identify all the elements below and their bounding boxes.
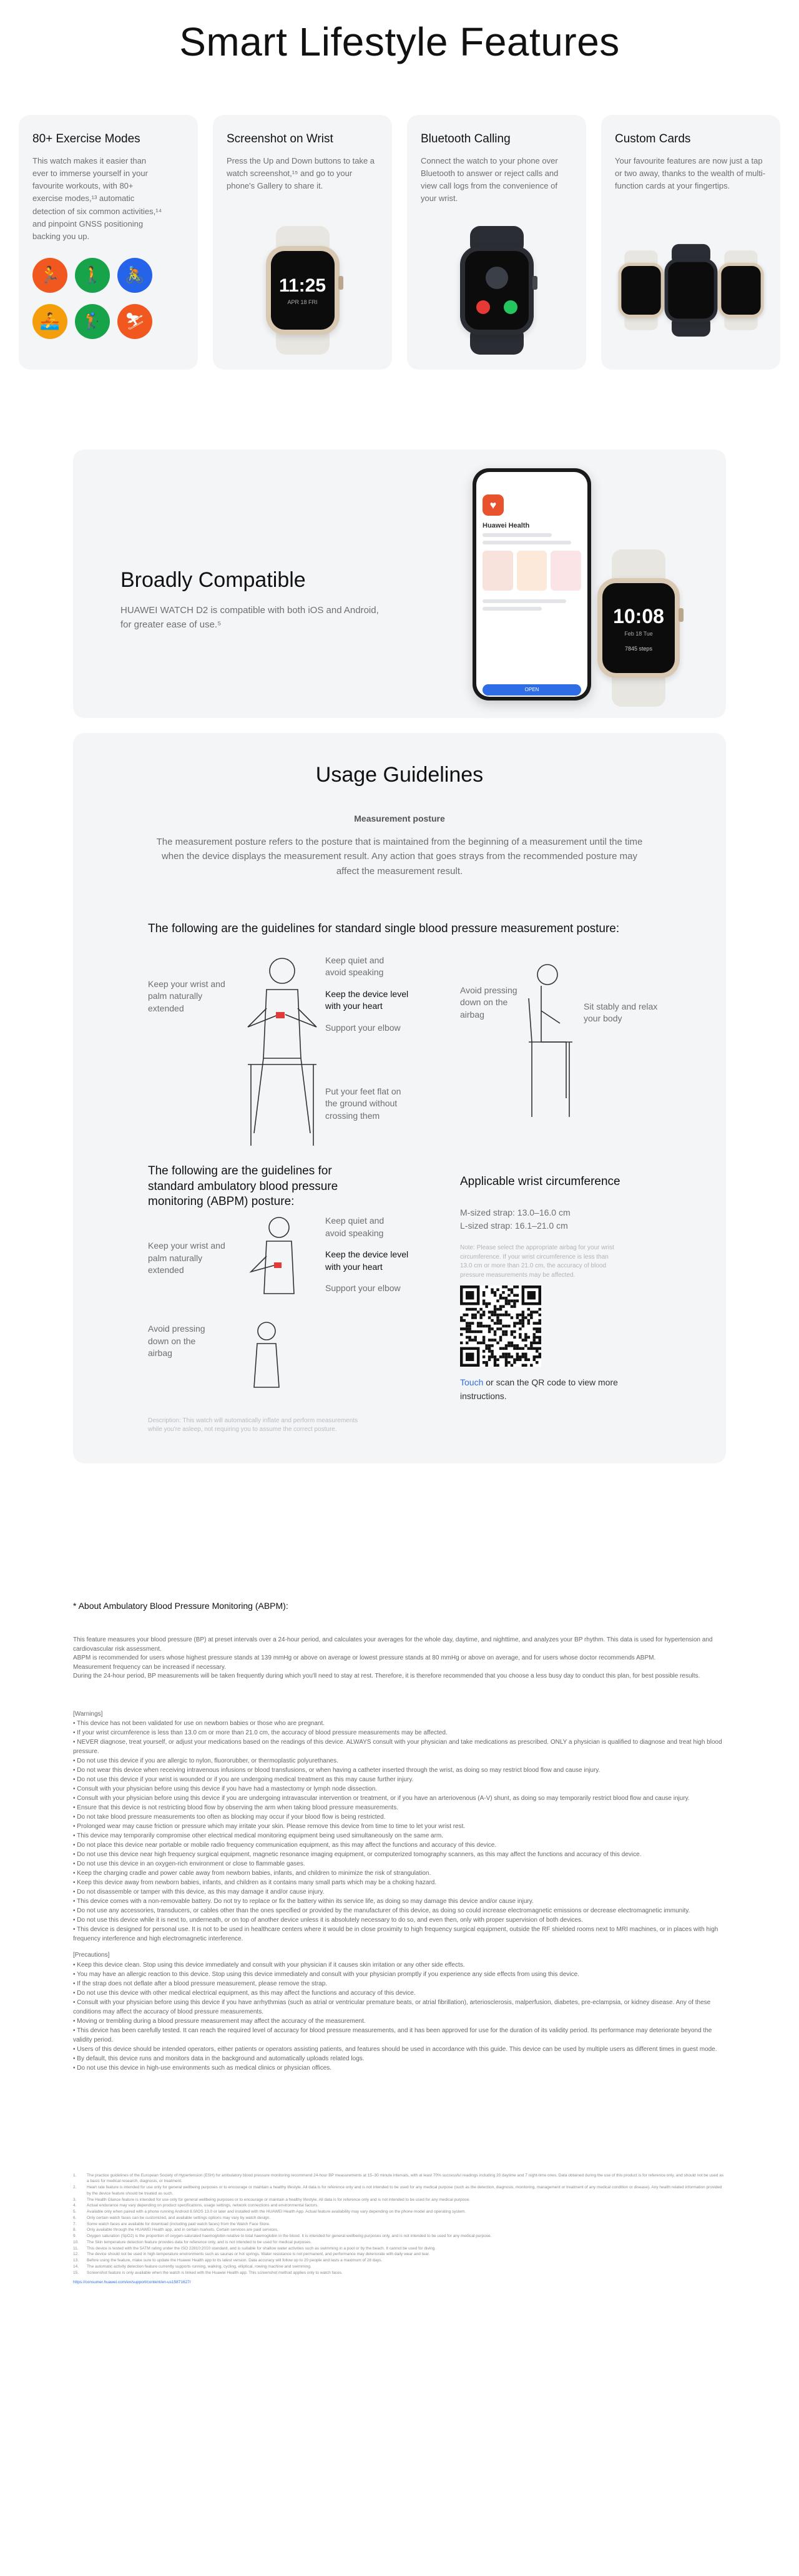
app-name: Huawei Health <box>483 522 530 529</box>
list-item: • This device has been carefully tested. It can reach the required level of accuracy for blood pressure measurements, and it has been approved for use for the duration of its validity period. Its performance may deteriorate beyond the validity period. <box>73 2026 726 2045</box>
seated-person-illustration <box>242 952 323 1152</box>
footnote-number: 2. <box>73 2185 77 2190</box>
abpm-label-airbag: Avoid pressing down on the airbag <box>148 1324 205 1359</box>
golf-icon: 🏌 <box>75 304 110 339</box>
footnote-number: 12. <box>73 2252 79 2257</box>
watch-steps: 7845 steps <box>624 645 653 652</box>
footnote-text: The Skin temperature detection feature provides data for reference only, and is not intended to be used for medical purposes. <box>87 2239 312 2244</box>
abpm-label-level: Keep the device level with your heart <box>325 1249 409 1272</box>
watch-screen <box>271 251 335 330</box>
footnote-number: 8. <box>73 2228 77 2233</box>
footnote-number: 3. <box>73 2197 77 2202</box>
abpm-person-illustration <box>242 1212 316 1394</box>
circumference-note: Note: Please select the appropriate airbag for your wrist circumference. If your wrist circumference is less than 13.0 cm or more than 21.0 cm, the accuracy of blood pressure measurements may be affected. <box>460 1244 614 1279</box>
list-item: • Keep this device clean. Stop using this device immediately and consult with your physician if it causes skin irritation or any other side effects. <box>73 1960 726 1970</box>
watch-screen <box>668 262 713 319</box>
compat-title: Broadly Compatible <box>120 568 306 592</box>
warnings-list <box>73 1719 726 1944</box>
list-item: • This device may temporarily compromise other electrical medical monitoring equipment being used simultaneously on the same arm. <box>73 1831 726 1841</box>
list-item: • This device is designed for personal use. It is not to be used in healthcare centers where it would be in close proximity to high frequency surgical equipment, outside the RF shielded rooms next to MRI machines, or in places with high frequency interference and high electromagnetic interference. <box>73 1925 726 1944</box>
health-app-icon: ♥ <box>483 494 504 516</box>
feature-title: Screenshot on Wrist <box>227 132 333 145</box>
compat-section <box>73 450 726 718</box>
app-screenshot <box>517 551 547 591</box>
footnote-number: 7. <box>73 2221 77 2226</box>
walking-icon: 🚶 <box>75 258 110 293</box>
feature-card-custom <box>601 115 780 370</box>
reject-call-icon <box>476 300 490 314</box>
list-item: • Do not place this device near portable or mobile radio frequency communication equipment, as this may affect the functions and accuracy of this device. <box>73 1841 726 1850</box>
footnote-number: 4. <box>73 2203 77 2208</box>
list-item: • Do not use this device while it is next to, underneath, or on top of another device unless it is absolutely necessary to do so, and even then, only with proper supervision of both devices. <box>73 1915 726 1925</box>
abpm-paragraph: This feature measures your blood pressure (BP) at preset intervals over a 24-hour period, and calculates your averages for the whole day, daytime, and nighttime, and analyzes your BP rhythm. This data is used for hypertension and cardiovascular risk assessment. <box>73 1636 713 1653</box>
watch-illustration <box>213 226 392 355</box>
page-title: Smart Lifestyle Features <box>179 19 620 64</box>
watch-middle <box>664 244 717 337</box>
watch-case <box>266 246 340 335</box>
usage-description: The measurement posture refers to the posture that is maintained from the beginning of a measurement until the time when the device displays the measurement result. Any action that goes strays from the recommended posture may affect the measurement result. <box>156 837 643 877</box>
footnote-item <box>73 2221 726 2228</box>
label-quiet: Keep quiet and avoid speaking <box>325 955 385 978</box>
footnote-text: Only available through the HUAWEI Health app, and in certain markets. Certain services are paid services. <box>87 2228 278 2233</box>
footnote-item <box>73 2251 726 2258</box>
footnote-number: 15. <box>73 2270 79 2275</box>
footnote-number: 13. <box>73 2258 79 2263</box>
app-screenshot <box>483 551 513 591</box>
list-item: • Consult with your physician before using this device if you are undergoing intravascular intervention or treatment, or if you have an arteriovenous (A-V) shunt, as doing so may temporarily restrict blood flow and cause injury. <box>73 1794 726 1803</box>
list-item: • Users of this device should be intended operators, either patients or operators assisting patients, and features should be used in accordance with this guide. This device can be used by multiple users as different times in guest mode. <box>73 2045 726 2054</box>
watch-illustration <box>407 226 586 355</box>
watch <box>460 226 534 355</box>
feature-title: 80+ Exercise Modes <box>32 132 140 145</box>
list-item: • Keep the charging cradle and power cable away from newborn babies, infants, and children to minimize the risk of strangulation. <box>73 1869 726 1878</box>
footnote-text: Before using the feature, make sure to update the Huawei Health app to its latest version. Data accuracy will follow up to 20 people and lasts a maximum of 28 days. <box>87 2258 383 2263</box>
circumference-values <box>460 1206 571 1232</box>
call-buttons <box>476 300 517 314</box>
list-item: • Do not use this device if your wrist is wounded or if you are undergoing medical treatment as this may cause further injury. <box>73 1775 726 1784</box>
watch-screen <box>621 266 660 315</box>
label-level: Keep the device level with your heart <box>325 988 409 1011</box>
abpm-label-quiet: Keep quiet and avoid speaking <box>325 1216 385 1238</box>
qr-code[interactable] <box>460 1286 541 1367</box>
precautions-title: [Precautions] <box>73 1952 110 1959</box>
watch-time: 11:25 <box>278 275 326 296</box>
footnote-number: 11. <box>73 2246 79 2251</box>
footnote-item <box>73 2270 726 2276</box>
feature-text: Your favourite features are now just a tap or two away, thanks to the wealth of multi-function cards at your fingertips. <box>615 156 766 191</box>
footnote-text: The Health Glance feature is intended for use only for general wellbeing purposes or to encourage or maintain a healthy lifestyle. All data is for reference only and is not intended to be used for any medical purpose. <box>87 2197 470 2202</box>
footnote-number: 1. <box>73 2173 77 2178</box>
footnote-text: Oxygen saturation (SpO2) is the proportion of oxygen-saturated haemoglobin relative to total haemoglobin in the blood. It is intended for general wellbeing purposes only, and is not intended to be used for any medical purpose. <box>87 2234 492 2238</box>
feature-title: Custom Cards <box>615 132 691 145</box>
circumference-m: M-sized strap: 13.0–16.0 cm <box>460 1207 571 1217</box>
list-item: • You may have an allergic reaction to this device. Stop using this device immediately and consult with your physician promptly if you experience any side effects from using this device. <box>73 1970 726 1979</box>
list-item: • Ensure that this device is not restricting blood flow by observing the arm when taking blood pressure measurements. <box>73 1803 726 1812</box>
watch-screen <box>602 583 675 673</box>
footnote-number: 9. <box>73 2234 77 2238</box>
circumference-l: L-sized strap: 16.1–21.0 cm <box>460 1221 568 1231</box>
feature-text: Connect the watch to your phone over Bluetooth to answer or reject calls and view call logs from the convenience of your wrist. <box>421 156 559 204</box>
warnings-title: [Warnings] <box>73 1710 103 1718</box>
footnote-text: The practice guidelines of the European Society of Hypertension (ESH) for ambulatory blood pressure monitoring recommend 24-hour BP measurements at 15–30 minute intervals, with at least 70% successful readings including 20 daytime and 7 night-time ones. Data obtained during the use of this product is for reference only, and should not be used as a basis for medical research, diagnosis, or treatment. <box>87 2173 724 2184</box>
list-item: • If the strap does not deflate after a blood pressure measurement, please remove the strap. <box>73 1979 726 1989</box>
side-seated-illustration <box>522 961 579 1123</box>
abpm-label-elbow: Support your elbow <box>325 1283 401 1293</box>
list-item: • Consult with your physician before using this device if you have arrhythmias (such as atrial or ventricular premature beats, or atrial fibrillation), arteriosclerosis, malperfusion, diabetes, pre-eclampsia, or kidney disease. Any of these conditions may affect the accuracy of blood pressure measurements. <box>73 1998 726 2017</box>
label-elbow: Support your elbow <box>325 1022 401 1033</box>
feature-card-exercise <box>19 115 198 370</box>
list-item: • By default, this device runs and monitors data in the background and automatically uploads related logs. <box>73 2054 726 2063</box>
single-posture-heading: The following are the guidelines for standard single blood pressure measurement posture: <box>148 922 620 935</box>
caller-avatar <box>486 267 508 289</box>
watch-crown <box>338 276 343 290</box>
footnote-text: The automatic activity detection feature currently supports running, walking, cycling, elliptical, rowing machine and swimming. <box>87 2264 311 2269</box>
usage-subtitle: Measurement posture <box>354 814 445 823</box>
list-item: • Do not use this device near high frequency surgical equipment, magnetic resonance imaging equipment, or computerized tomography scanners, as this may affect the functions and accuracy of this device. <box>73 1850 726 1859</box>
cycling-icon: 🚴 <box>117 258 152 293</box>
feature-title: Bluetooth Calling <box>421 132 511 145</box>
support-link[interactable]: https://consumer.huawei.com/en/support/content/en-us15871627/ <box>73 2280 191 2285</box>
watch-date: APR 18 FRI <box>287 299 318 305</box>
footnote-number: 14. <box>73 2264 79 2269</box>
footnote-item <box>73 2173 726 2185</box>
list-item: • Do not wear this device when receiving intravenous infusions or blood transfusions, or when having a catheter inserted through the wrist, as doing so may restrict blood flow and cause injury. <box>73 1766 726 1775</box>
watches-illustration <box>601 226 780 355</box>
watch-left <box>618 250 664 330</box>
list-item: • Do not use this device in high-use environments such as medical clinics or physician offices. <box>73 2063 726 2073</box>
footnotes <box>0 2173 799 2286</box>
open-app-button[interactable]: OPEN <box>483 684 581 696</box>
watch-screen <box>465 251 529 330</box>
compat-text <box>120 568 389 632</box>
list-item: • Consult with your physician before using this device if you have had a mastectomy or lymph node dissection. <box>73 1784 726 1794</box>
watch-case <box>597 578 680 678</box>
list-item: • This device has not been validated for use on newborn babies or those who are pregnant. <box>73 1719 726 1728</box>
precautions-list <box>73 1960 726 2073</box>
footnote-item <box>73 2264 726 2270</box>
footnote-text: Screenshot feature is only available when the watch is linked with the Huawei Health app. This screenshot method applies only to watch faces. <box>87 2270 343 2275</box>
footnote-list <box>73 2173 726 2276</box>
footnote-text: The device should not be used in high-temperature environments such as saunas or hot springs. Water resistance is not permanent, and performance may deteriorate with daily wear and tear. <box>87 2252 430 2257</box>
skiing-icon: ⛷ <box>117 304 152 339</box>
list-item: • If your wrist circumference is less than 13.0 cm or more than 21.0 cm, the accuracy of blood pressure measurements may be affected. <box>73 1728 726 1738</box>
watch-case <box>460 246 534 335</box>
feature-cards <box>0 115 799 370</box>
single-posture-diagram <box>73 948 726 1154</box>
circumference-title: Applicable wrist circumference <box>460 1175 620 1188</box>
footnote-item <box>73 2215 726 2221</box>
watch-crown <box>532 276 537 290</box>
watch-right <box>718 250 763 330</box>
list-item: • NEVER diagnose, treat yourself, or adjust your medications based on the readings of this device. ALWAYS consult with your physician and take medications as prescribed. ONLY a physician is qualified to diagnose and treat high blood pressure. <box>73 1738 726 1756</box>
footnote-text: This device is tested with the 5ATM rating under the ISO 22810:2010 standard, and is suitable for shallow water activities such as swimming in a pool or by the beach. It cannot be used for diving. <box>87 2246 436 2251</box>
footnote-item <box>73 2239 726 2246</box>
compat-watch <box>597 549 680 707</box>
watch <box>266 226 340 355</box>
list-item: • Do not take blood pressure measurements too often as blocking may occur if your blood flow is being restricted. <box>73 1812 726 1822</box>
label-feet: Put your feet flat on the ground without crossing them <box>325 1086 401 1121</box>
footnote-text: Available only when paired with a phone running Android 8.0/iOS 13.0 or later and installed with the HUAWEI Health App. Actual feature availability may vary depending on the phone model and operating system. <box>87 2210 466 2214</box>
qr-instructions <box>460 1376 629 1403</box>
list-item: • Do not use any accessories, transducers, or cables other than the ones specified or provided by the manufacturer of this device, as doing so could increase electromagnetic emissions or decrease electromagnetic immunity. <box>73 1906 726 1915</box>
watch-time: 10:08 <box>613 604 664 627</box>
abpm-posture-heading: The following are the guidelines for standard ambulatory blood pressure monitoring (ABPM) posture: <box>148 1164 338 1209</box>
label-wrist: Keep your wrist and palm naturally extended <box>148 978 225 1013</box>
footnote-item <box>73 2197 726 2203</box>
label-sit: Sit stably and relax your body <box>584 1001 658 1024</box>
label-airbag: Avoid pressing down on the airbag <box>460 985 517 1020</box>
compat-description: HUAWEI WATCH D2 is compatible with both iOS and Android, for greater ease of use.⁵ <box>120 605 379 630</box>
feature-text: Press the Up and Down buttons to take a watch screenshot,¹⁵ and go to your phone's Gallery to share it. <box>227 156 375 191</box>
abpm-title: * About Ambulatory Blood Pressure Monitoring (ABPM): <box>73 1601 288 1611</box>
feature-card-screenshot <box>213 115 392 370</box>
footnote-item <box>73 2209 726 2215</box>
rowing-icon: 🚣 <box>32 304 67 339</box>
usage-title: Usage Guidelines <box>315 763 484 787</box>
footnote-number: 10. <box>73 2239 79 2244</box>
watch-date: Feb 18 Tue <box>624 630 653 637</box>
list-item: • Prolonged wear may cause friction or pressure which may irritate your skin. Please remove this device from time to time to let your wrist rest. <box>73 1822 726 1831</box>
footnote-number: 5. <box>73 2210 77 2214</box>
watch-screen <box>721 266 760 315</box>
usage-note: Description: This watch will automatically inflate and perform measurements while you're asleep, not requiring you to assume the correct posture. <box>148 1417 358 1433</box>
usage-section <box>73 733 726 1463</box>
abpm-label-wrist: Keep your wrist and palm naturally extended <box>148 1241 225 1276</box>
abpm-paragraph: ABPM is recommended for users whose highest pressure stands at 139 mmHg or above on average or lowest pressure stands at 80 mmHg or above on average, and for users whose doctor recommends ABPM. <box>73 1654 656 1661</box>
touch-link[interactable]: Touch <box>460 1377 484 1387</box>
footnote-item <box>73 2233 726 2239</box>
app-screenshot <box>551 551 581 591</box>
footnote-text: Only certain watch faces can be customized, and available settings options may vary by watch design. <box>87 2215 271 2220</box>
phone-illustration <box>473 468 591 701</box>
footnote-text: Some watch faces are available for download (including paid watch faces) from the Watch Face Store. <box>87 2221 270 2226</box>
answer-call-icon <box>504 300 517 314</box>
list-item: • Do not use this device in an oxygen-rich environment or close to flammable gases. <box>73 1859 726 1869</box>
footnote-item <box>73 2227 726 2233</box>
footnote-text: Heart rate feature is intended for use only for general wellbeing purposes or to encourage or maintain a healthy lifestyle. All data is for reference only and is not intended to be used for any medical purpose (such as the detection, diagnosis, monitoring, management or treatment of any medical condition or disease). Any health related information provided by the device feature should be treated as such. <box>87 2185 722 2196</box>
feature-text: This watch makes it easier than ever to immerse yourself in your favourite workouts, with 80+ exercise modes,¹³ automatic detection of six common activities,¹⁴ and pinpoint GNSS positioning backing you up. <box>32 156 162 241</box>
list-item: • Do not disassemble or tamper with this device, as this may damage it and/or cause injury. <box>73 1887 726 1897</box>
list-item: • Moving or trembling during a blood pressure measurement may affect the accuracy of the measurement. <box>73 2017 726 2026</box>
abpm-paragraph: Measurement frequency can be increased if necessary. <box>73 1663 226 1671</box>
list-item: • Keep this device away from newborn babies, infants, and children as it contains many small parts which may be a choking hazard. <box>73 1878 726 1887</box>
list-item: • This device comes with a non-removable battery. Do not try to replace or fix the battery within its service life, as doing so may damage this device and/or cause injury. <box>73 1897 726 1906</box>
footnote-number: 6. <box>73 2215 77 2220</box>
footnote-item <box>73 2203 726 2209</box>
phone-screen <box>476 472 587 697</box>
footnote-text: Actual endurance may vary depending on product specifications, usage settings, network connections and environmental factors. <box>87 2203 319 2208</box>
abpm-paragraph: During the 24-hour period, BP measurements will be taken frequently during which you'll need to stay at rest. Therefore, it is therefore recommended that you choose a less busy day to conduct this plan, for best possible results. <box>73 1673 700 1679</box>
footnote-item <box>73 2246 726 2252</box>
abpm-section <box>0 1601 799 2073</box>
list-item: • Do not use this device with other medical electrical equipment, as this may affect the functions and accuracy of this device. <box>73 1989 726 1998</box>
footnote-item <box>73 2258 726 2264</box>
list-item: • Do not use this device if you are allergic to nylon, fluororubber, or thermoplastic polyurethanes. <box>73 1756 726 1766</box>
footnote-item <box>73 2185 726 2197</box>
qr-text: or scan the QR code to view more instructions. <box>460 1377 618 1401</box>
exercise-icons <box>32 258 184 339</box>
running-icon: 🏃 <box>32 258 67 293</box>
feature-card-calling <box>407 115 586 370</box>
